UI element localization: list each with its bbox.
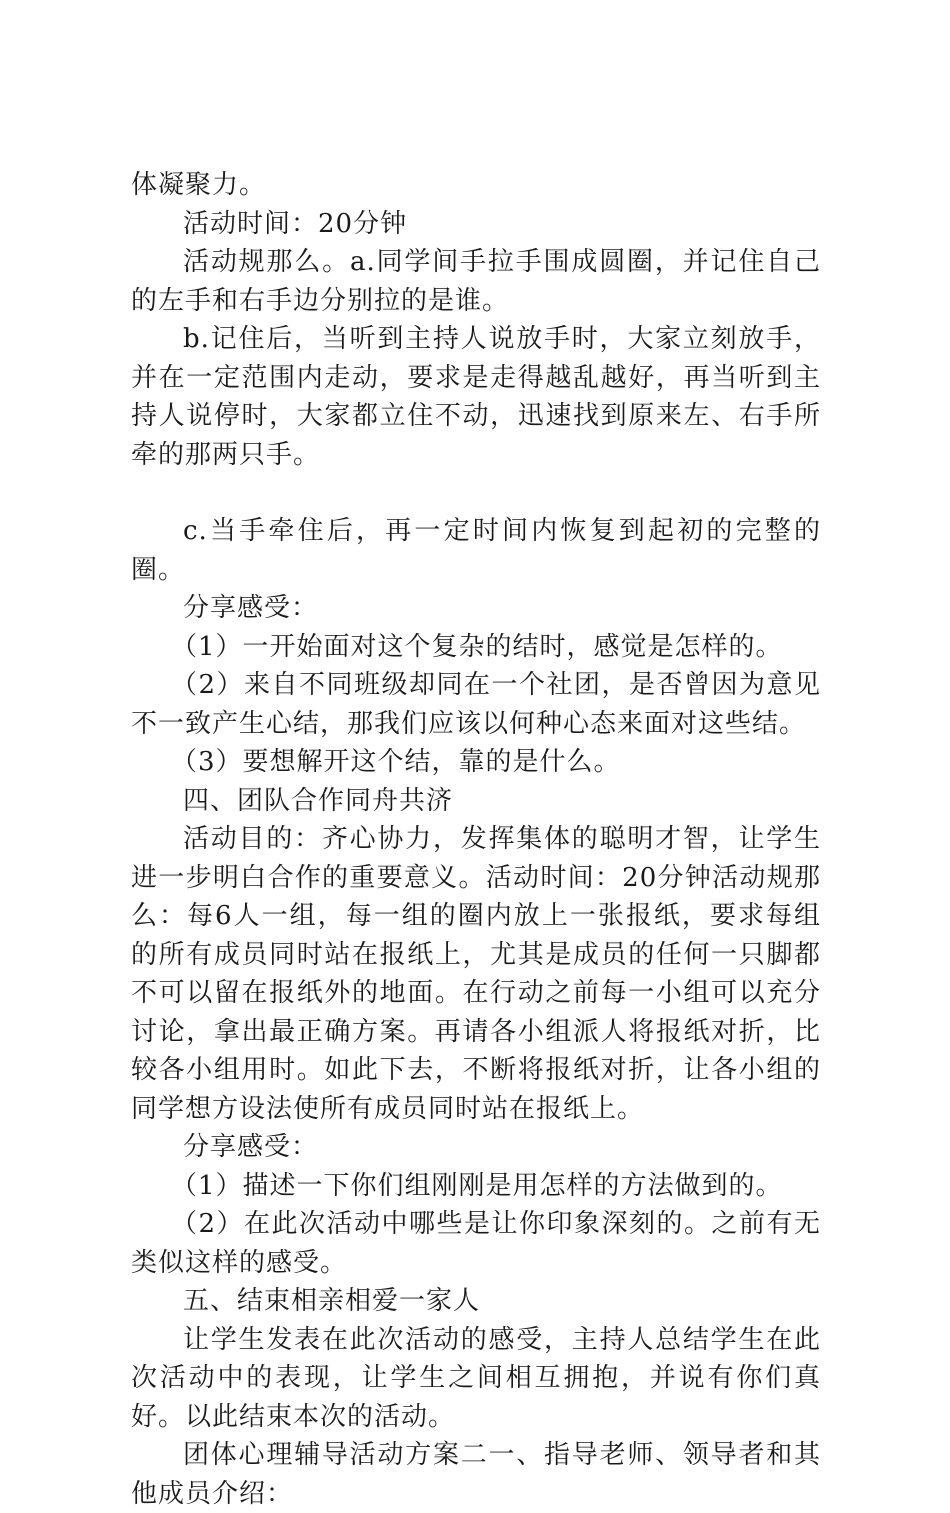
paragraph-rule-c: c.当手牵住后，再一定时间内恢复到起初的完整的圈。 (131, 516, 821, 585)
paragraph-share-heading-2: 分享感受： (183, 1132, 319, 1162)
paragraph-question-2: （2）来自不同班级却同在一个社团，是否曾因为意见不一致产生心结，那我们应该以何种心态来面对这些结。 (131, 670, 821, 739)
paragraph-teamwork-activity: 活动目的：齐心协力，发挥集体的聪明才智，让学生进一步明白合作的重要意义。活动时间：20分钟活动规那么：每6人一组，每一组的圈内放上一张报纸，要求每组的所有成员同时站在报纸上，尤其是成员的任何一只脚都不可以留在报纸外的地面。在行动之前每一小组可以充分讨论，拿出最正确方案。再请各小组派人将报纸对折，比较各小组用时。如此下去，不断将报纸对折，让各小组的同学想方设法使所有成员同时站在报纸上。 (131, 824, 821, 1124)
paragraph-question-3: （3）要想解开这个结，靠的是什么。 (171, 747, 621, 777)
paragraph-question-4: （1）描述一下你们组刚刚是用怎样的方法做到的。 (171, 1170, 783, 1201)
paragraph-closing: 让学生发表在此次活动的感受，主持人总结学生在此次活动中的表现，让学生之间相互拥抱，并说有你们真好。以此结束本次的活动。 (131, 1324, 821, 1432)
paragraph-question-5: （2）在此次活动中哪些是让你印象深刻的。之前有无类似这样的感受。 (131, 1209, 821, 1278)
paragraph-rule-b: b.记住后，当听到主持人说放手时，大家立刻放手，并在一定范围内走动，要求是走得越乱越好，再当听到主持人说停时，大家都立住不动，迅速找到原来左、右手所牵的那两只手。 (131, 324, 821, 470)
paragraph-continuation: 体凝聚力。 (131, 170, 267, 200)
paragraph-share-heading: 分享感受： (183, 593, 319, 623)
paragraph-question-1: （1）一开始面对这个复杂的结时，感觉是怎样的。 (171, 631, 783, 662)
document-body (131, 166, 821, 1513)
paragraph-activity-time: 活动时间：20分钟 (183, 208, 408, 239)
section-heading-4: 四、团队合作同舟共济 (183, 785, 454, 816)
paragraph-plan-two: 团体心理辅导活动方案二一、指导老师、领导者和其他成员介绍： (131, 1440, 821, 1509)
paragraph-rule-a: 活动规那么。a.同学间手拉手围成圆圈，并记住自己的左手和右手边分别拉的是谁。 (131, 247, 821, 316)
section-heading-5: 五、结束相亲相爱一家人 (183, 1286, 481, 1316)
